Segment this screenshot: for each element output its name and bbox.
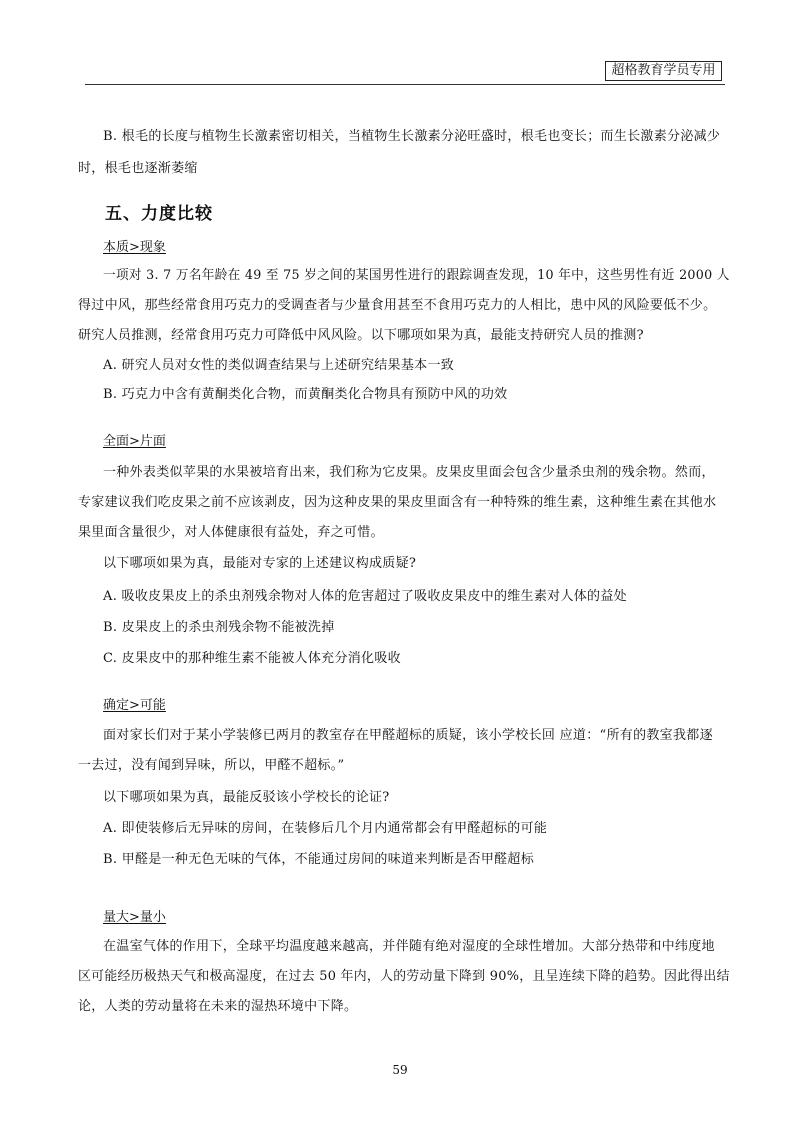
s2-option-a: A. 吸收皮果皮上的杀虫剂残余物对人体的危害超过了吸收皮果皮中的维生素对人体的益处 <box>103 589 627 604</box>
s2-question: 以下哪项如果为真，最能对专家的上述建议构成质疑? <box>103 556 417 571</box>
s3-question: 以下哪项如果为真，最能反驳该小学校长的论证? <box>103 790 390 805</box>
subheading-quantity: 量大>量小 <box>103 910 166 925</box>
intro-line-1: B. 根毛的长度与植物生长激素密切相关，当植物生长激素分泌旺盛时，根毛也变长；而生长激素分泌减少 <box>103 129 721 144</box>
subheading-comprehensive: 全面>片面 <box>103 434 166 449</box>
s4-paragraph-line-3: 论，人类的劳动量将在未来的湿热环境中下降。 <box>78 999 358 1014</box>
subheading-certain: 确定>可能 <box>103 698 166 713</box>
s1-paragraph-line-1: 一项对 3. 7 万名年龄在 49 至 75 岁之间的某国男性进行的跟踪调查发现，10 年中，这些男性有近 2000 人 <box>103 268 730 283</box>
s2-option-b: B. 皮果皮上的杀虫剂残余物不能被洗掉 <box>103 620 335 635</box>
header-badge: 超格教育学员专用 <box>605 61 722 81</box>
s3-paragraph-line-2: 一去过，没有闻到异味，所以，甲醛不超标。” <box>78 758 345 773</box>
s3-option-b: B. 甲醛是一种无色无味的气体，不能通过房间的味道来判断是否甲醛超标 <box>103 852 535 867</box>
s2-paragraph-line-3: 果里面含量很少，对人体健康很有益处，弃之可惜。 <box>78 525 384 540</box>
page-number: 59 <box>392 1063 408 1077</box>
s2-option-c: C. 皮果皮中的那种维生素不能被人体充分消化吸收 <box>103 651 401 666</box>
section-title: 五、力度比较 <box>105 204 213 224</box>
s3-option-a: A. 即使装修后无异味的房间，在装修后几个月内通常都会有甲醛超标的可能 <box>103 821 548 836</box>
subheading-essence: 本质>现象 <box>103 240 166 255</box>
s4-paragraph-line-2: 区可能经历极热天气和极高湿度，在过去 50 年内，人的劳动量下降到 90%，且呈连续下降的趋势。因此得出结 <box>78 969 730 984</box>
s1-paragraph-line-3: 研究人员推测，经常食用巧克力可降低中风风险。以下哪项如果为真，最能支持研究人员的推测? <box>78 328 644 343</box>
s3-paragraph-line-1: 面对家长们对于某小学装修已两月的教室存在甲醛超标的质疑，该小学校长回 应道：“所有的教室我都逐 <box>103 728 713 743</box>
s4-paragraph-line-1: 在温室气体的作用下，全球平均温度越来越高，并伴随有绝对湿度的全球性增加。大部分热带和中纬度地 <box>103 939 715 954</box>
s1-option-a: A. 研究人员对女性的类似调查结果与上述研究结果基本一致 <box>103 358 455 373</box>
s2-paragraph-line-1: 一种外表类似苹果的水果被培育出来，我们称为它皮果。皮果皮里面会包含少量杀虫剂的残余物。然而， <box>103 465 715 480</box>
header-rule <box>85 84 725 85</box>
s1-option-b: B. 巧克力中含有黄酮类化合物，而黄酮类化合物具有预防中风的功效 <box>103 387 508 402</box>
intro-line-2: 时，根毛也逐渐萎缩 <box>78 161 198 176</box>
s2-paragraph-line-2: 专家建议我们吃皮果之前不应该剥皮，因为这种皮果的果皮里面含有一种特殊的维生素，这种维生素在其他水 <box>78 495 717 510</box>
s1-paragraph-line-2: 得过中风，那些经常食用巧克力的受调查者与少量食用甚至不食用巧克力的人相比，患中风的风险要低不少。 <box>78 298 717 313</box>
